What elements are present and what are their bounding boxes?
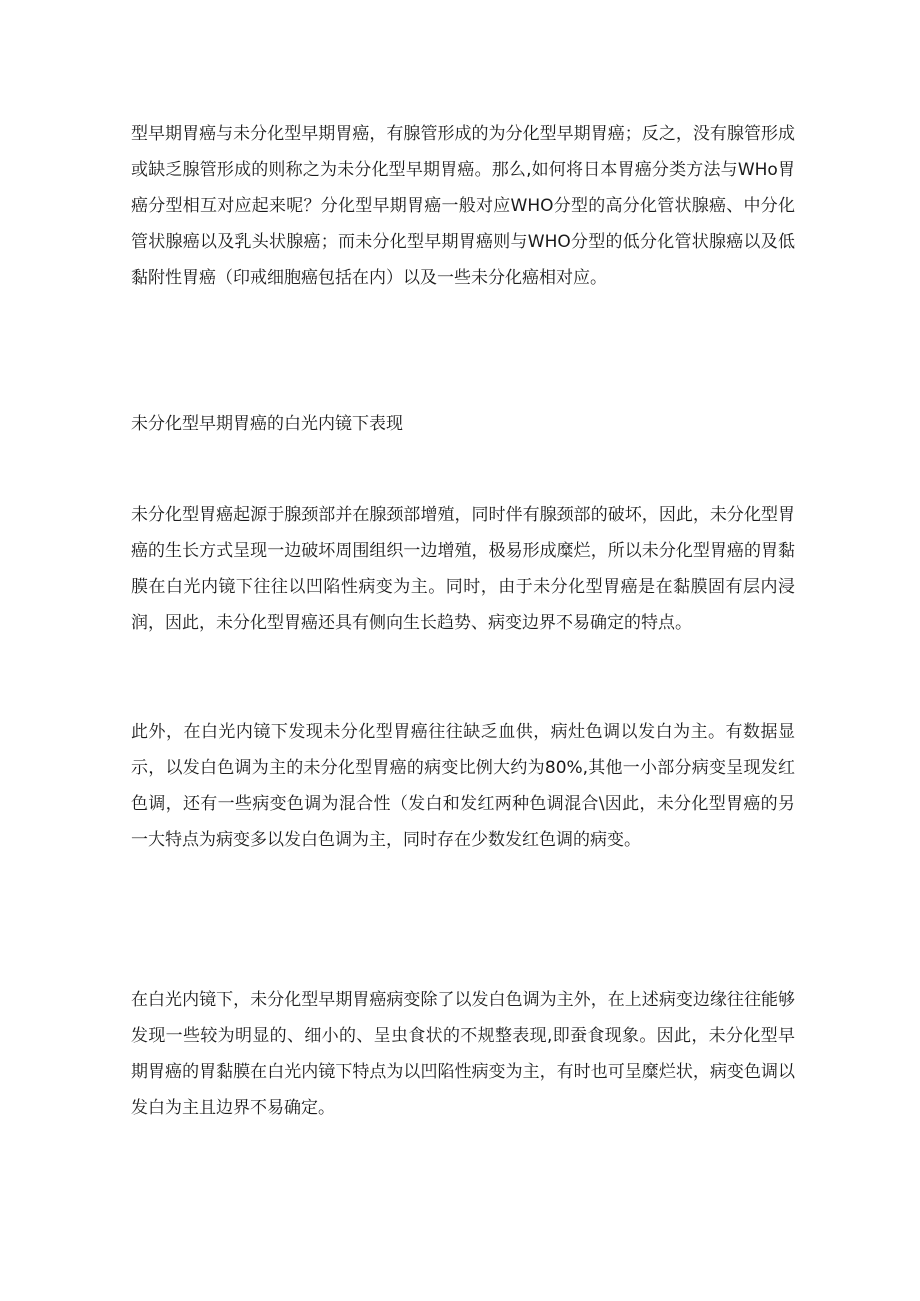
- paragraph-classification: 型早期胃癌与未分化型早期胃癌，有腺管形成的为分化型早期胃癌；反之，没有腺管形成或缺乏腺管形成的则称之为未分化型早期胃癌。那么,如何将日本胃癌分类方法与WHo胃癌分型相互对应起来呢？分化型早期胃癌一般对应WHO分型的高分化管状腺癌、中分化管状腺癌以及乳头状腺癌；而未分化型早期胃癌则与WHO分型的低分化管状腺癌以及低黏附性胃癌（印戒细胞癌包括在内）以及一些未分化癌相对应。: [131, 124, 795, 288]
- paragraph-color-tone: 此外，在白光内镜下发现未分化型胃癌往往缺乏血供，病灶色调以发白为主。有数据显示，以发白色调为主的未分化型胃癌的病变比例大约为80%,其他一小部分病变呈现发红色调，还有一些病变色调为混合性（发白和发红两种色调混合\因此，未分化型胃癌的另一大特点为病变多以发白色调为主，同时存在少数发红色调的病变。: [131, 722, 795, 850]
- paragraph-summary: 在白光内镜下，未分化型早期胃癌病变除了以发白色调为主外，在上述病变边缘往往能够发现一些较为明显的、细小的、呈虫食状的不规整表现,即蚕食现象。因此，未分化型早期胃癌的胃黏膜在白光内镜下特点为以凹陷性病变为主，有时也可呈糜烂状，病变色调以发白为主且边界不易确定。: [131, 990, 795, 1118]
- paragraph-growth-pattern: 未分化型胃癌起源于腺颈部并在腺颈部增殖，同时伴有腺颈部的破坏，因此，未分化型胃癌的生长方式呈现一边破坏周围组织一边增殖，极易形成糜烂，所以未分化型胃癌的胃黏膜在白光内镜下往往以凹陷性病变为主。同时，由于未分化型胃癌是在黏膜固有层内浸润，因此，未分化型胃癌还具有侧向生长趋势、病变边界不易确定的特点。: [131, 505, 795, 633]
- section-heading: 未分化型早期胃癌的白光内镜下表现: [131, 414, 403, 434]
